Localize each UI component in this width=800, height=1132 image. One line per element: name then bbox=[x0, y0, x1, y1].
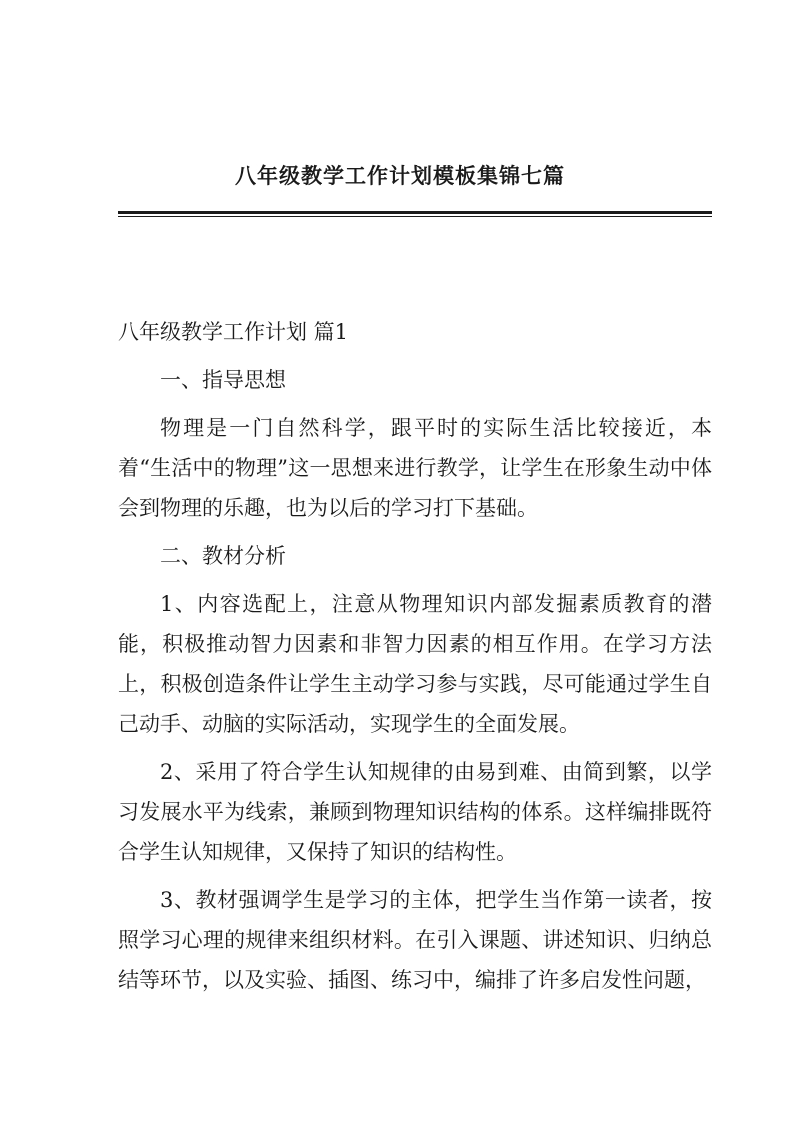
paragraph-analysis-2: 2、采用了符合学生认知规律的由易到难、由简到繁，以学习发展水平为线索，兼顾到物理知识结构的体系。这样编排既符合学生认知规律，又保持了知识的结构性。 bbox=[118, 760, 712, 864]
document-body bbox=[118, 312, 712, 1008]
paragraph-guiding-thought: 物理是一门自然科学，跟平时的实际生活比较接近，本着“生活中的物理”这一思想来进行教学，让学生在形象生动中体会到物理的乐趣，也为以后的学习打下基础。 bbox=[118, 416, 712, 520]
section-heading: 八年级教学工作计划 篇1 bbox=[118, 320, 349, 344]
paragraph-analysis-3: 3、教材强调学生是学习的主体，把学生当作第一读者，按照学习心理的规律来组织材料。在引入课题、讲述知识、归纳总结等环节，以及实验、插图、练习中，编排了许多启发性问题， bbox=[118, 888, 712, 992]
title-divider-thin bbox=[118, 216, 712, 217]
document-title: 八年级教学工作计划模板集锦七篇 bbox=[235, 163, 565, 188]
title-divider-thick bbox=[118, 211, 712, 214]
subsection-heading-guiding-thought: 一、指导思想 bbox=[160, 368, 286, 392]
subsection-heading-textbook-analysis: 二、教材分析 bbox=[160, 544, 286, 568]
paragraph-analysis-1: 1、内容选配上，注意从物理知识内部发掘素质教育的潜能，积极推动智力因素和非智力因素的相互作用。在学习方法上，积极创造条件让学生主动学习参与实践，尽可能通过学生自己动手、动脑的实际活动，实现学生的全面发展。 bbox=[118, 592, 712, 736]
